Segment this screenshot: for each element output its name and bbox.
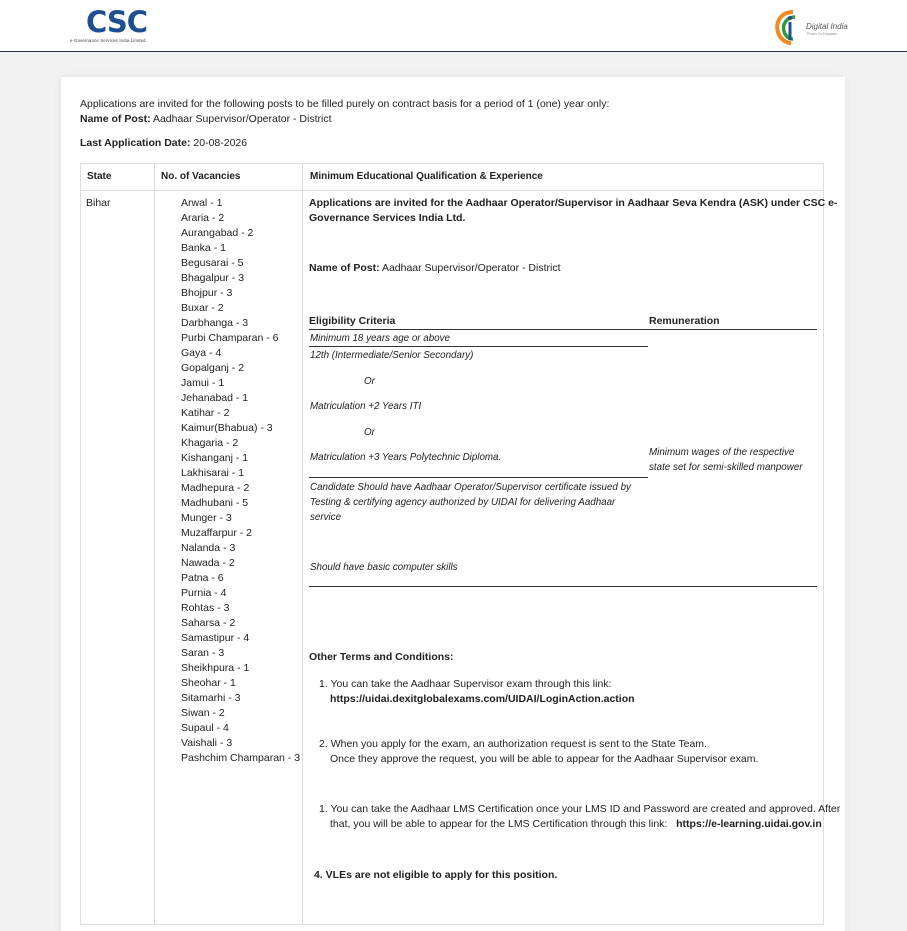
district-item: Vaishali - 3 bbox=[181, 737, 233, 749]
term-text: Once they approve the request, you will be able to appear for the Aadhaar Supervisor exam. bbox=[330, 753, 759, 765]
remuneration-value bbox=[649, 445, 803, 475]
age-criterion: Minimum 18 years age or above bbox=[310, 333, 450, 344]
district-item: Muzaffarpur - 2 bbox=[181, 527, 253, 539]
education-criterion: Matriculation +2 Years ITI bbox=[310, 401, 422, 412]
district-item: Nalanda - 3 bbox=[181, 542, 236, 554]
digital-india-text: Digital India bbox=[806, 22, 848, 31]
district-item: Darbhanga - 3 bbox=[181, 317, 249, 329]
header-vacancies: No. of Vacancies bbox=[161, 171, 241, 182]
lms-link[interactable]: https://e-learning.uidai.gov.in bbox=[676, 818, 822, 830]
certificate-criterion bbox=[310, 480, 631, 525]
qualification-post-label: Name of Post: bbox=[309, 262, 380, 274]
district-item: Pashchim Champaran - 3 bbox=[181, 752, 301, 764]
post-value: Aadhaar Supervisor/Operator - District bbox=[152, 113, 332, 125]
computer-criterion: Should have basic computer skills bbox=[310, 562, 458, 573]
district-item: Sitamarhi - 3 bbox=[181, 692, 241, 704]
district-item: Buxar - 2 bbox=[181, 302, 224, 314]
term-text: that, you will be able to appear for the LMS Certification through this link: bbox=[330, 818, 668, 830]
table-divider bbox=[154, 164, 155, 924]
certificate-line: Testing & certifying agency authorized by UIDAI for delivering Aadhaar bbox=[310, 497, 616, 508]
district-item: Bhojpur - 3 bbox=[181, 287, 233, 299]
digital-india-logo[interactable] bbox=[773, 8, 853, 46]
district-item: Madhepura - 2 bbox=[181, 482, 250, 494]
district-item: Jehanabad - 1 bbox=[181, 392, 249, 404]
or-separator: Or bbox=[364, 376, 375, 387]
qualification-heading-line: Governance Services India Ltd. bbox=[309, 212, 466, 224]
district-item: Khagaria - 2 bbox=[181, 437, 239, 449]
term-number: 2. bbox=[319, 738, 328, 750]
district-item: Rohtas - 3 bbox=[181, 602, 230, 614]
terms-heading: Other Terms and Conditions: bbox=[309, 651, 454, 663]
eligibility-end-rule bbox=[309, 586, 817, 587]
term-number: 1. bbox=[319, 803, 328, 815]
post-label: Name of Post: bbox=[80, 113, 151, 125]
district-item: Saharsa - 2 bbox=[181, 617, 236, 629]
table-header-divider bbox=[81, 190, 823, 191]
district-item: Bhagalpur - 3 bbox=[181, 272, 245, 284]
education-criterion: Matriculation +3 Years Polytechnic Diploma. bbox=[310, 452, 502, 463]
remuneration-header: Remuneration bbox=[649, 315, 720, 327]
term-item bbox=[319, 737, 758, 767]
term-text: You can take the Aadhaar LMS Certification once your LMS ID and Password are created and approved. After bbox=[330, 803, 841, 815]
vle-eligibility-note: 4. VLEs are not eligible to apply for this position. bbox=[314, 869, 558, 881]
qualification-post-line bbox=[309, 262, 561, 274]
district-item: Arwal - 1 bbox=[181, 197, 223, 209]
district-item: Purbi Champaran - 6 bbox=[181, 332, 279, 344]
district-item: Araria - 2 bbox=[181, 212, 225, 224]
qualification-heading-line: Applications are invited for the Aadhaar Operator/Supervisor in Aadhaar Seva Kendra (ASK) under CSC e- bbox=[309, 197, 838, 209]
district-item: Jamui - 1 bbox=[181, 377, 225, 389]
csc-logo[interactable] bbox=[70, 6, 162, 46]
district-item: Madhubani - 5 bbox=[181, 497, 249, 509]
district-item: Lakhisarai - 1 bbox=[181, 467, 245, 479]
certificate-line: Candidate Should have Aadhaar Operator/Supervisor certificate issued by bbox=[310, 482, 631, 493]
term-item bbox=[319, 677, 635, 707]
csc-logo-tagline: e-Governance Services India Limited bbox=[70, 38, 146, 43]
district-item: Kishanganj - 1 bbox=[181, 452, 249, 464]
criterion-rule bbox=[309, 346, 648, 347]
education-criterion: 12th (Intermediate/Senior Secondary) bbox=[310, 350, 474, 361]
csc-logo-text: CSC bbox=[86, 5, 147, 39]
or-separator: Or bbox=[364, 427, 375, 438]
header-qualification: Minimum Educational Qualification & Experience bbox=[310, 171, 543, 182]
digital-india-swirl-icon bbox=[773, 8, 807, 46]
intro-post-line bbox=[80, 112, 800, 127]
term-item bbox=[319, 802, 840, 832]
eligibility-header-rule bbox=[309, 329, 817, 330]
qualification-post-value: Aadhaar Supervisor/Operator - District bbox=[381, 262, 561, 274]
district-item: Munger - 3 bbox=[181, 512, 232, 524]
district-item: Patna - 6 bbox=[181, 572, 224, 584]
district-item: Siwan - 2 bbox=[181, 707, 225, 719]
term-text: When you apply for the exam, an authorization request is sent to the State Team. bbox=[330, 738, 707, 750]
remuneration-line: state set for semi-skilled manpower bbox=[649, 462, 803, 473]
district-item: Nawada - 2 bbox=[181, 557, 235, 569]
district-item: Purnia - 4 bbox=[181, 587, 227, 599]
district-list bbox=[181, 196, 300, 766]
term-text: You can take the Aadhaar Supervisor exam through this link: bbox=[330, 678, 612, 690]
remuneration-line: Minimum wages of the respective bbox=[649, 447, 795, 458]
district-item: Begusarai - 5 bbox=[181, 257, 244, 269]
district-item: Katihar - 2 bbox=[181, 407, 230, 419]
qualification-heading bbox=[309, 196, 837, 226]
intro-block bbox=[80, 97, 800, 127]
digital-india-tagline: Power To Empower bbox=[807, 32, 838, 36]
intro-text: Applications are invited for the following posts to be filled purely on contract basis for a period of 1 (one) year only: bbox=[80, 98, 610, 110]
term-number: 1. bbox=[319, 678, 328, 690]
date-label: Last Application Date: bbox=[80, 137, 191, 149]
top-header-bar bbox=[0, 0, 907, 52]
district-item: Saran - 3 bbox=[181, 647, 225, 659]
header-state: State bbox=[87, 171, 112, 182]
certificate-line: service bbox=[310, 512, 342, 523]
district-item: Sheikhpura - 1 bbox=[181, 662, 250, 674]
district-item: Sheohar - 1 bbox=[181, 677, 236, 689]
district-item: Aurangabad - 2 bbox=[181, 227, 254, 239]
district-item: Gopalganj - 2 bbox=[181, 362, 245, 374]
district-item: Gaya - 4 bbox=[181, 347, 222, 359]
district-item: Supaul - 4 bbox=[181, 722, 229, 734]
eligibility-header: Eligibility Criteria bbox=[309, 315, 396, 327]
last-application-date bbox=[80, 137, 247, 149]
state-cell: Bihar bbox=[86, 197, 111, 209]
exam-link[interactable]: https://uidai.dexitglobalexams.com/UIDAI/LoginAction.action bbox=[330, 693, 635, 705]
date-value: 20-08-2026 bbox=[193, 137, 248, 149]
table-divider bbox=[302, 164, 303, 924]
district-item: Samastipur - 4 bbox=[181, 632, 250, 644]
district-item: Banka - 1 bbox=[181, 242, 226, 254]
district-item: Kaimur(Bhabua) - 3 bbox=[181, 422, 273, 434]
criterion-rule bbox=[309, 477, 648, 478]
